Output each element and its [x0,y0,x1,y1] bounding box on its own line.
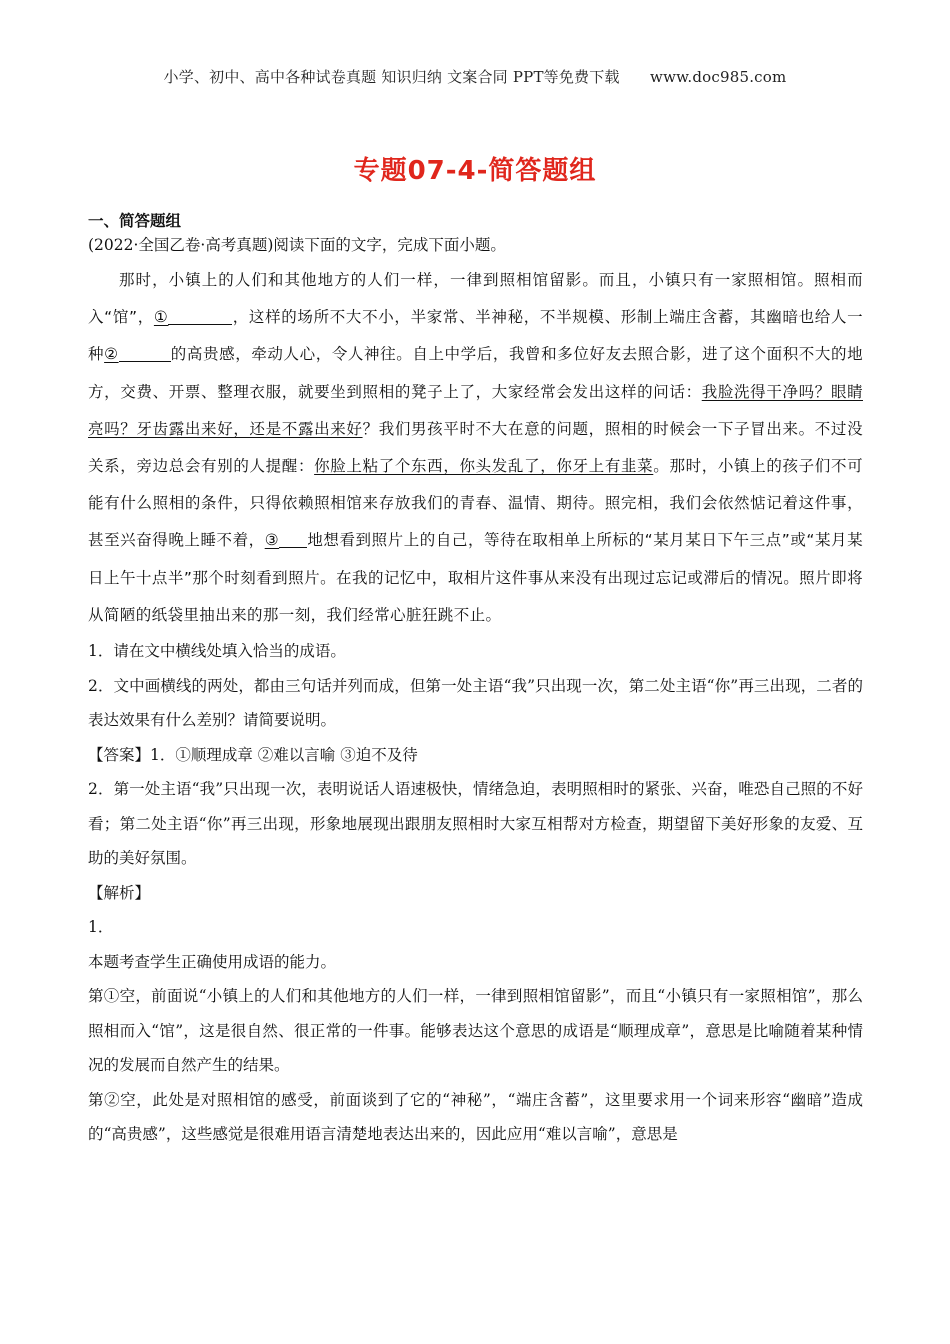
reading-passage [88,262,863,634]
passage-text: 那时，小镇上的人们和其他地方的人们一样，一律到照相馆留影。而且，小镇只有一家照相馆。照相而入“馆”， [88,271,863,327]
blank-3-marker: ③ [264,531,280,550]
passage-text: 的高贵感，牵动人心，令人神往。自上中学后，我曾和多位好友去照合影，进了这个面积不大的地方，交费、开票、整理衣服，就要坐到照相的凳子上了，大家经常会发出这样的问话： [88,345,864,401]
analysis-label: 【解析】 [88,883,151,902]
analysis-number: 1． [88,918,114,937]
answer-1-text: 1．①顺理成章 ②难以言喻 ③迫不及待 [150,745,418,764]
page-header: 小学、初中、高中各种试卷真题 知识归纳 文案合同 PPT等免费下载 www.doc985.com [163,68,787,86]
analysis-blank-1: 第①空，前面说“小镇上的人们和其他地方的人们一样，一律到照相馆留影”，而且“小镇只有一家照相馆”，那么照相而入“馆”，这是很自然、很正常的一件事。能够表达这个意思的成语是“顺理成章”，意思是比喻随着某种情况的发展而自然产生的结果。 [88,987,863,1075]
answer-label: 【答案】 [88,745,151,764]
blank-1-marker: ① [153,308,169,327]
question-1: 1．请在文中横线处填入恰当的成语。 [88,642,346,661]
passage-text: 地想看到照片上的自己，等待在取相单上所标的“某月某日下午三点”或“某月某日上午十点半”那个时刻看到照片。在我的记忆中，取相片这件事从来没有出现过忘记或滞后的情况。照片即将从简陋的纸袋里抽出来的那一刻，我们经常心脏狂跳不止。 [88,531,863,624]
question-2: 2．文中画横线的两处，都由三句话并列而成，但第一处主语“我”只出现一次，第二处主语“你”再三出现，二者的表达效果有什么差别？请简要说明。 [88,676,863,730]
passage-text: 。那时，小镇上的孩子们不可能有什么照相的条件，只得依赖照相馆来存放我们的青春、温情、期待。照完相，我们会依然惦记着这件事，甚至兴奋得晚上睡不着， [88,457,864,550]
answer-2: 2．第一处主语“我”只出现一次，表明说话人语速极快，情绪急迫，表明照相时的紧张、兴奋，唯恐自己照的不好看；第二处主语“你”再三出现，形象地展现出跟朋友照相时大家互相帮对方检查，期望留下美好形象的友爱、互助的美好氛围。 [88,780,863,868]
page-title: 专题07-4-简答题组 [353,156,597,186]
analysis-blank-2: 第②空，此处是对照相馆的感受，前面谈到了它的“神秘”，“端庄含蓄”，这里要求用一个词来形容“幽暗”造成的“高贵感”，这些感觉是很难用语言清楚地表达出来的，因此应用“难以言喻”，意思是 [88,1090,863,1144]
blank-2-marker: ② [104,345,119,364]
source-line: (2022·全国乙卷·高考真题)阅读下面的文字，完成下面小题。 [88,236,506,254]
underlined-sentence-2: 你脸上粘了个东西，你头发乱了，你牙上有韭菜 [314,457,654,476]
document-body [88,210,863,1152]
analysis-intro: 本题考查学生正确使用成语的能力。 [88,952,337,971]
underlined-sentence-1: 我脸洗得干净吗？眼睛亮吗？牙齿露出来好，还是不露出来好 [88,382,863,438]
blank-3 [279,530,307,548]
answer-1 [88,738,863,773]
passage-text: ，这样的场所不大不小，半家常、半神秘，不半规模、形制上端庄含蓄，其幽暗也给人一种 [88,308,864,364]
blank-2 [119,344,171,362]
blank-1 [168,307,232,325]
passage-text: ？我们男孩平时不大在意的问题，照相的时候会一下子冒出来。不过没关系，旁边总会有别的人提醒： [88,419,863,476]
section-heading: 一、简答题组 [88,212,182,230]
